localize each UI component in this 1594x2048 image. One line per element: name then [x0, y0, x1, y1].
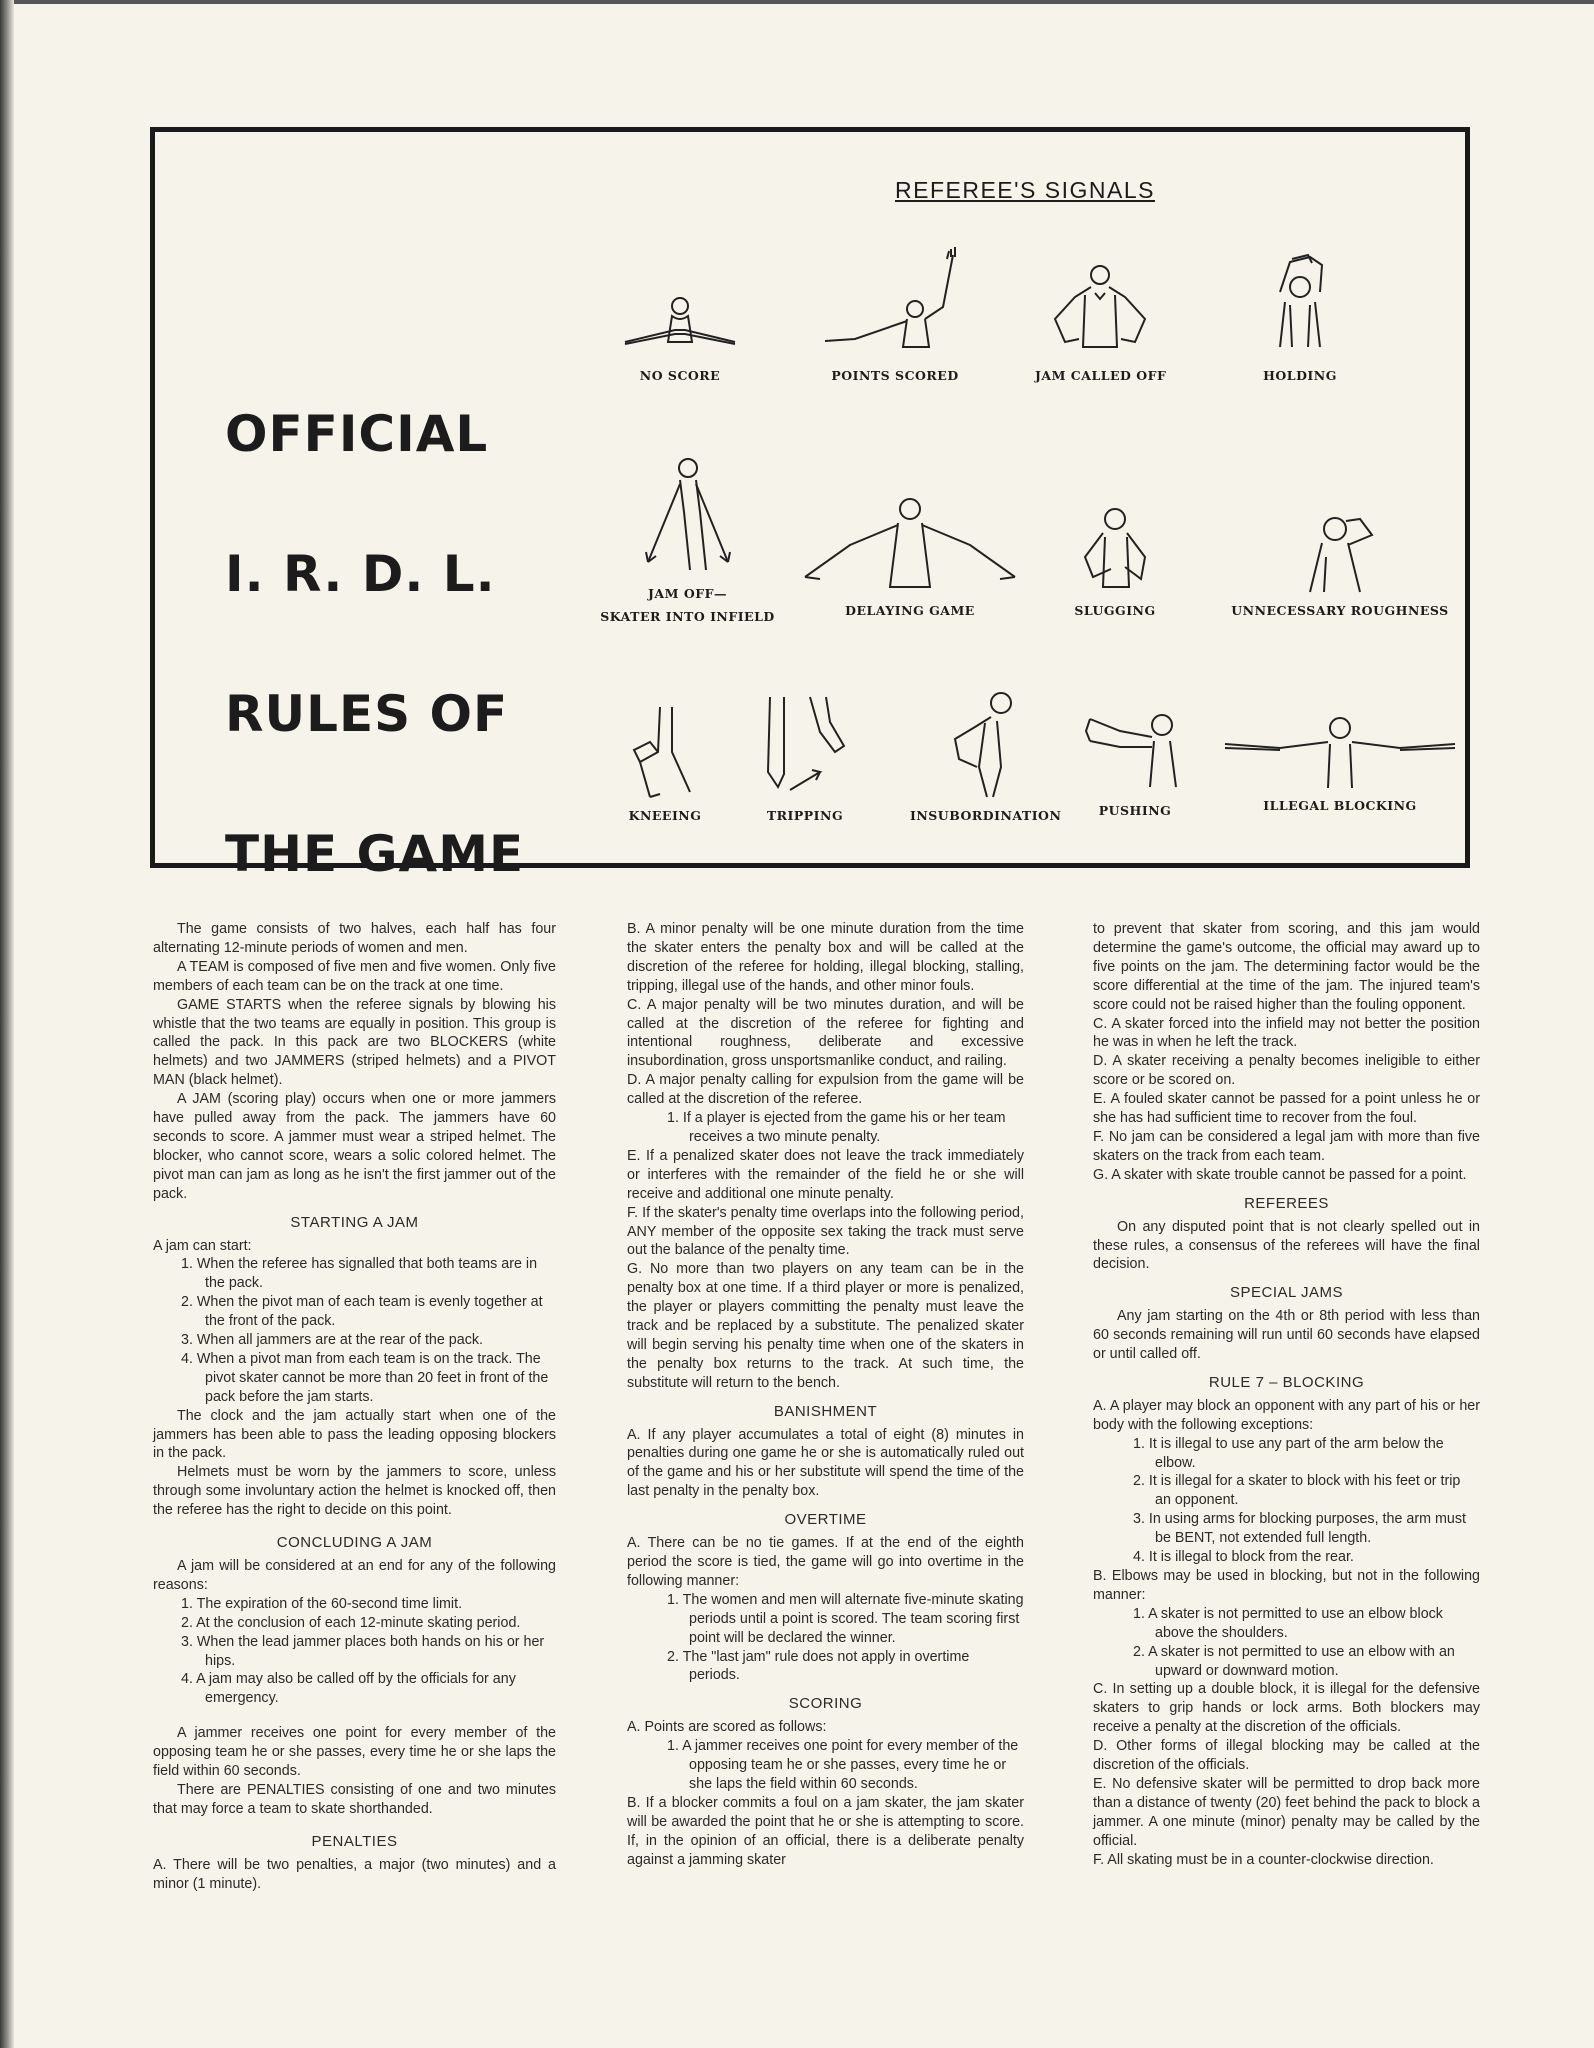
spacer — [153, 1708, 556, 1724]
paragraph: C. A skater forced into the infield may not better the position he was in when he left the track. — [1093, 1015, 1480, 1051]
kneeing-figure-icon — [620, 702, 710, 802]
list-item: 4. When a pivot man from each team is on the track. The pivot skater cannot be more than 20 feet in front of the pack before the jam starts. — [181, 1350, 549, 1405]
tripping-figure-icon — [750, 692, 860, 802]
list-item: 1. The women and men will alternate five-minute skating periods until a point is scored. The team scoring first point will be declared the winner. — [667, 1591, 1024, 1646]
signal-holding — [1245, 247, 1355, 383]
paragraph: The game consists of two halves, each half has four alternating 12-minute periods of women and men. — [153, 921, 556, 956]
section-heading: BANISHMENT — [773, 1402, 878, 1420]
list-item: 2. At the conclusion of each 12-minute skating period. — [181, 1614, 521, 1631]
signal-label-jam-off: JAM OFF— — [648, 586, 727, 601]
signal-delaying-game — [795, 487, 1025, 618]
paragraph: On any disputed point that is not clearly spelled out in these rules, a consensus of the referees will have the final decision. — [1093, 1218, 1480, 1273]
signal-points-scored — [815, 247, 975, 383]
paragraph: A. A player may block an opponent with any part of his or her body with the following exceptions: — [1093, 1397, 1480, 1433]
paragraph: A. There can be no tie games. If at the end of the eighth period the score is tied, the game will go into overtime in the following manner: — [627, 1535, 1024, 1589]
section-heading: RULE 7 – BLOCKING — [1208, 1373, 1365, 1391]
paragraph: Any jam starting on the 4th or 8th period with less than 60 seconds remaining will run until 60 seconds have elapsed or until called off. — [1093, 1308, 1480, 1363]
list-item: 1. When the referee has signalled that both teams are in the pack. — [181, 1256, 538, 1292]
paragraph: C. A major penalty will be two minutes duration, and will be called at the discretion of the referee for fighting and intentional roughness, deliberate and excessive insubordination, gross unsportsmanlike conduct, and railing. — [627, 996, 1024, 1070]
signal-insubordination — [910, 687, 1060, 823]
paragraph: A. If any player accumulates a total of eight (8) minutes in penalties during one game he or she is automatically ruled out of the game and his or her substitute will spend the time of the last penalty in the penalty box. — [627, 1426, 1024, 1500]
signal-label-slugging: SLUGGING — [1074, 603, 1156, 618]
signal-label-points-scored: POINTS SCORED — [831, 368, 959, 383]
signal-label-illegal-blocking: ILLEGAL BLOCKING — [1263, 798, 1417, 813]
signal-label-no-score: NO SCORE — [639, 368, 721, 383]
paragraph: F. All skating must be in a counter-clockwise direction. — [1093, 1851, 1434, 1868]
paragraph: G. A skater with skate trouble cannot be passed for a point. — [1093, 1166, 1467, 1183]
paragraph: A jammer receives one point for every member of the opposing team he or she passes, every time he or she laps the field within 60 seconds. — [153, 1725, 556, 1780]
signal-label-tripping: TRIPPING — [766, 808, 844, 823]
page-binding-edge — [0, 0, 14, 2048]
list-item: 1. It is illegal to use any part of the arm below the elbow. — [1133, 1435, 1444, 1471]
paragraph: A. There will be two penalties, a major (two minutes) and a minor (1 minute). — [153, 1856, 556, 1892]
paragraph: D. A skater receiving a penalty becomes ineligible to either score or be scored on. — [1093, 1053, 1480, 1089]
paragraph: E. If a penalized skater does not leave the track immediately or interferes with the remainder of the field he or she will receive and additional one minute penalty. — [627, 1147, 1024, 1202]
jam-off-figure-icon — [628, 452, 748, 582]
list-item: 4. It is illegal to block from the rear. — [1133, 1549, 1354, 1566]
title-line-4: THE GAME — [225, 825, 525, 883]
delaying-game-figure-icon — [800, 487, 1020, 597]
points-scored-figure-icon — [815, 247, 975, 362]
signal-label-kneeing: KNEEING — [628, 808, 702, 823]
list-item: 3. When all jammers are at the rear of the pack. — [181, 1332, 483, 1349]
signal-kneeing — [610, 702, 720, 823]
list-item: 1. If a player is ejected from the game his or her team receives a two minute penalty. — [667, 1110, 1006, 1145]
paragraph: B. Elbows may be used in blocking, but not in the following manner: — [1093, 1568, 1480, 1603]
title-frame — [150, 127, 1470, 883]
paragraph: F. If the skater's penalty time overlaps into the following period, ANY member of the opposite sex taking the track must serve out the balance of the penalty time. — [627, 1204, 1024, 1259]
paragraph: A jam will be considered at an end for any of the following reasons: — [153, 1558, 556, 1593]
illegal-blocking-figure-icon — [1220, 712, 1460, 792]
signal-label-unnecessary-roughness: UNNECESSARY ROUGHNESS — [1231, 603, 1449, 618]
paragraph: D. A major penalty calling for expulsion from the game will be called at the discretion of the referee. — [627, 1072, 1024, 1108]
section-heading: SCORING — [788, 1695, 863, 1713]
signal-label-holding: HOLDING — [1263, 368, 1337, 383]
signal-label-pushing: PUSHING — [1098, 803, 1172, 818]
section-heading: OVERTIME — [784, 1511, 867, 1529]
signal-label-jam-called-off: JAM CALLED OFF — [1035, 368, 1167, 383]
paragraph: B. If a blocker commits a foul on a jam skater, the jam skater will be awarded the point that he or she is attempting to score. If, in the opinion of an official, there is a deliberate penalty against a jamming skater — [627, 1794, 1024, 1868]
list-item: 2. When the pivot man of each team is evenly together at the front of the pack. — [181, 1294, 543, 1330]
paragraph: A jam can start: — [153, 1237, 252, 1254]
slugging-figure-icon — [1065, 497, 1165, 597]
page-top-edge — [0, 0, 1594, 4]
unnecessary-roughness-figure-icon — [1280, 507, 1400, 597]
paragraph: F. No jam can be considered a legal jam with more than five skaters on the track from each team. — [1093, 1128, 1480, 1164]
paragraph: C. In setting up a double block, it is illegal for the defensive skaters to grip hands or lock arms. Both blockers may receive a penalty at the discretion of the officials. — [1093, 1681, 1480, 1736]
signal-no-score — [610, 272, 750, 383]
jam-called-off-figure-icon — [1035, 247, 1165, 362]
rules-column-3 — [1093, 920, 1480, 1870]
paragraph: E. A fouled skater cannot be passed for a point unless he or she has had sufficient time to recover from the foul. — [1093, 1091, 1480, 1127]
signal-illegal-blocking — [1215, 712, 1465, 813]
list-item: 1. The expiration of the 60-second time limit. — [181, 1595, 463, 1612]
section-heading: STARTING A JAM — [290, 1213, 419, 1231]
paragraph: B. A minor penalty will be one minute duration from the time the skater enters the penalty box and will be called at the discretion of the referee for holding, illegal blocking, stalling, tripping, illegal use of the hands, and other minor fouls. — [627, 921, 1024, 994]
signal-label-delaying-game: DELAYING GAME — [845, 603, 975, 618]
section-heading: PENALTIES — [311, 1832, 398, 1850]
rules-column-1 — [153, 920, 556, 1894]
paragraph: A. Points are scored as follows: — [627, 1719, 827, 1736]
signal-pushing — [1080, 707, 1190, 818]
paragraph: GAME STARTS when the referee signals by blowing his whistle that the two teams are equally in position. This group is called the pack. In this pack are two BLOCKERS (white helmets) and two JAMMERS (striped helmets) and a PIVOT MAN (black helmet). — [153, 996, 556, 1089]
signal-tripping — [745, 692, 865, 823]
paragraph: The clock and the jam actually start when one of the jammers has been able to pass the leading opposing blockers in the pack. — [153, 1407, 556, 1462]
rules-column-2 — [627, 920, 1024, 1870]
section-heading: REFEREES — [1244, 1194, 1329, 1212]
list-item: 3. When the lead jammer places both hands on his or her hips. — [181, 1633, 545, 1669]
paragraph: E. No defensive skater will be permitted to drop back more than a distance of twenty (20) feet behind the pack to block a jammer. A one minute (minor) penalty may be called by the official. — [1093, 1775, 1480, 1849]
paragraph: Helmets must be worn by the jammers to score, unless through some involuntary action the helmet is knocked off, then the referee has the right to decide on this point. — [153, 1464, 556, 1519]
title-line-1: OFFICIAL — [225, 405, 489, 463]
signal-jam-off-skater-into-infield — [600, 452, 775, 624]
list-item: 1. A jammer receives one point for every member of the opposing team he or she passes, every time he or she laps the field within 60 seconds. — [667, 1738, 1019, 1792]
no-score-figure-icon — [620, 272, 740, 362]
signal-jam-called-off — [1035, 247, 1165, 383]
signal-slugging — [1055, 497, 1175, 618]
paragraph: There are PENALTIES consisting of one and two minutes that may force a team to skate shorthanded. — [153, 1781, 556, 1817]
paragraph: A TEAM is composed of five men and five women. Only five members of each team can be on the track at one time. — [153, 958, 556, 994]
signals-heading: REFEREE'S SIGNALS — [895, 177, 1155, 203]
list-item: 2. It is illegal for a skater to block with his feet or trip an opponent. — [1133, 1473, 1461, 1509]
list-item: 2. A skater is not permitted to use an elbow with an upward or downward motion. — [1133, 1643, 1455, 1679]
paragraph: D. Other forms of illegal blocking may be called at the discretion of the officials. — [1093, 1738, 1480, 1774]
signal-unnecessary-roughness — [1225, 507, 1455, 618]
paragraph: to prevent that skater from scoring, and this jam would determine the game's outcome, the official may award up to five points on the jam. The determining factor would be the score differential at the time of the jam. The injured team's score could not be raised higher than the fouling opponent. — [1093, 921, 1480, 1013]
pushing-figure-icon — [1080, 707, 1190, 797]
signal-label-skater-into-infield: SKATER INTO INFIELD — [600, 609, 775, 624]
title-line-2: I. R. D. L. — [225, 545, 496, 603]
insubordination-figure-icon — [935, 687, 1035, 802]
holding-figure-icon — [1250, 247, 1350, 362]
list-item: 3. In using arms for blocking purposes, the arm must be BENT, not extended full length. — [1133, 1511, 1466, 1547]
section-heading: CONCLUDING A JAM — [276, 1534, 433, 1552]
title-line-3: RULES OF — [225, 685, 509, 743]
list-item: 1. A skater is not permitted to use an elbow block above the shoulders. — [1133, 1605, 1443, 1641]
list-item: 2. The "last jam" rule does not apply in overtime periods. — [667, 1648, 970, 1684]
list-item: 4. A jam may also be called off by the officials for any emergency. — [181, 1671, 516, 1707]
section-heading: SPECIAL JAMS — [1230, 1284, 1343, 1302]
signal-label-insubordination: INSUBORDINATION — [910, 808, 1062, 823]
paragraph: A JAM (scoring play) occurs when one or more jammers have pulled away from the pack. The jammers have 60 seconds to score. A jammer must wear a striped helmet. The blocker, who cannot score, wears a solic colored helmet. The pivot man can jam as long as he isn't the first jammer out of the pack. — [153, 1091, 556, 1202]
paragraph: G. No more than two players on any team can be in the penalty box at one time. If a third player or more is penalized, the player or players committing the penalty must leave the track and be replaced by a substitute. The penalized skater will begin serving his penalty time when one of the skaters in the penalty box returns to the track. At such time, the substitute will return to the bench. — [627, 1261, 1024, 1391]
